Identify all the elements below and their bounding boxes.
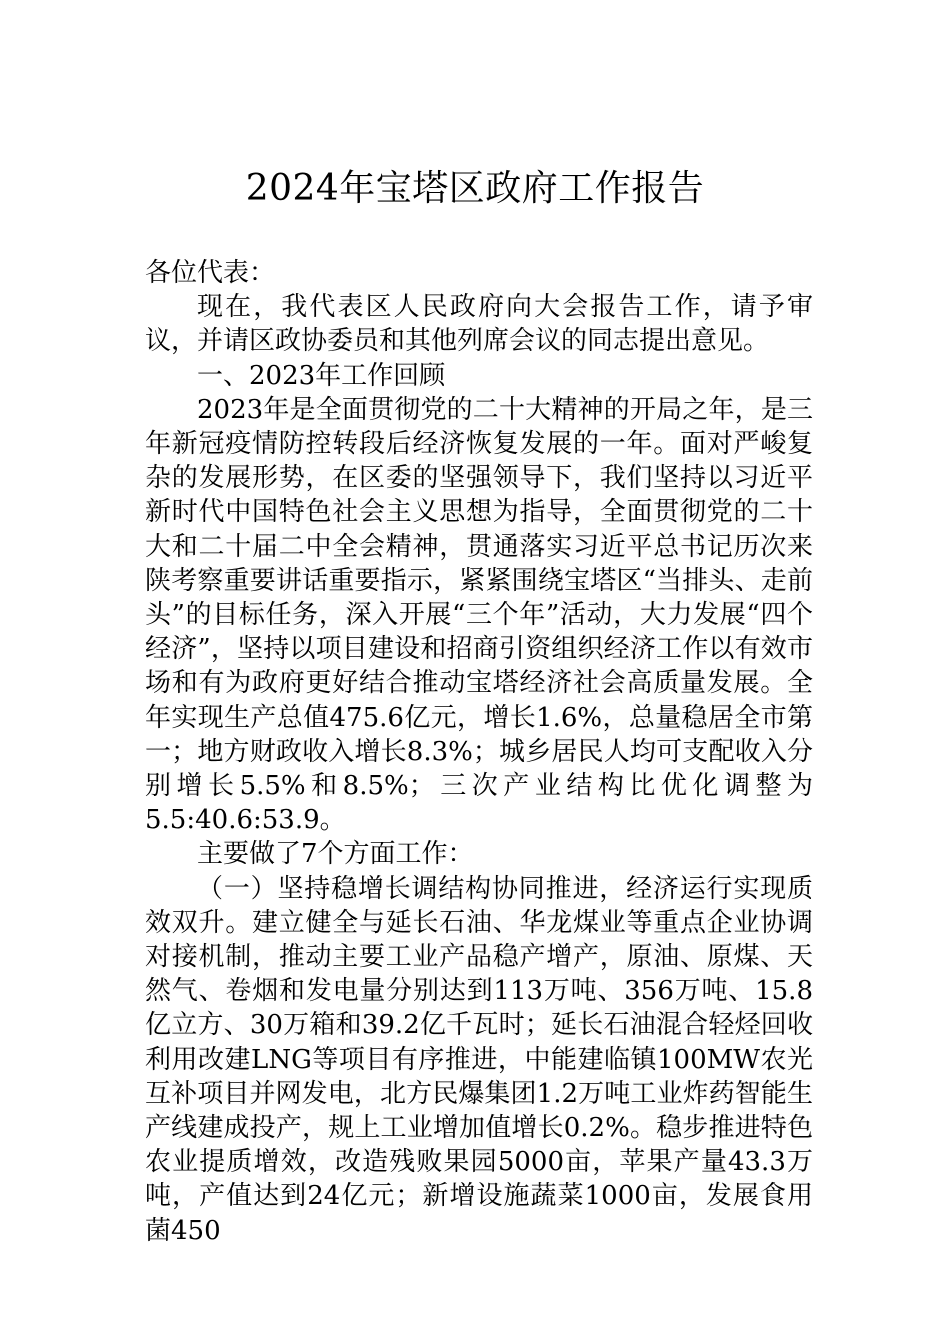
page-title: 2024年宝塔区政府工作报告 bbox=[245, 168, 705, 209]
section-heading: 一、2023年工作回顾 bbox=[197, 360, 446, 391]
paragraph-summary-intro: 主要做了7个方面工作： bbox=[197, 839, 474, 870]
paragraph-item-one: （一）坚持稳增长调结构协同推进，经济运行实现质效双升。建立健全与延长石油、华龙煤业等重点企业协调对接机制，推动主要工业产品稳产增产，原油、原煤、天然气、卷烟和发电量分别达到113万吨、356万吨、15.8亿立方、30万箱和39.2亿千瓦时；延长石油混合轻烃回收利用改建LNG等项目有序推进，中能建临镇100MW农光互补项目并网发电，北方民爆集团1.2万吨工业炸药智能生产线建成投产，规上工业增加值增长0.2%。稳步推进特色农业提质增效，改造残败果园5000亩，苹果产量43.3万吨，产值达到24亿元；新增设施蔬菜1000亩，发展食用菌450 bbox=[145, 873, 813, 1246]
salutation: 各位代表： bbox=[145, 258, 276, 288]
paragraph-opening: 现在，我代表区人民政府向大会报告工作，请予审议，并请区政协委员和其他列席会议的同志提出意见。 bbox=[145, 292, 813, 357]
document-body bbox=[145, 256, 813, 1248]
paragraph-review: 2023年是全面贯彻党的二十大精神的开局之年，是三年新冠疫情防控转段后经济恢复发展的一年。面对严峻复杂的发展形势，在区委的坚强领导下，我们坚持以习近平新时代中国特色社会主义思想为指导，全面贯彻党的二十大和二十届二中全会精神，贯通落实习近平总书记历次来陕考察重要讲话重要指示，紧紧围绕宝塔区“当排头、走前头”的目标任务，深入开展“三个年”活动，大力发展“四个经济”，坚持以项目建设和招商引资组织经济工作以有效市场和有为政府更好结合推动宝塔经济社会高质量发展。全年实现生产总值475.6亿元，增长1.6%，总量稳居全市第一；地方财政收入增长8.3%；城乡居民人均可支配收入分别增长5.5%和8.5%；三次产业结构比优化调整为5.5:40.6:53.9。 bbox=[145, 394, 813, 836]
